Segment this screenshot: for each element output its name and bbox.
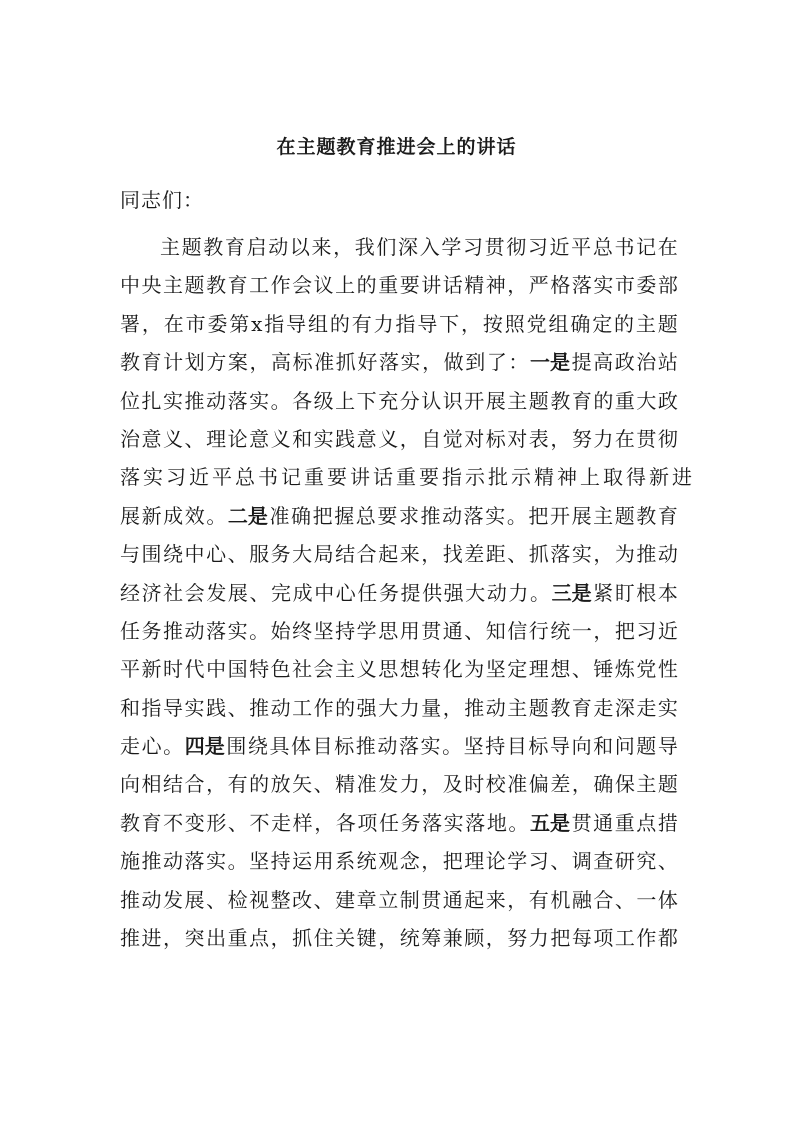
salutation: 同志们：: [120, 188, 204, 212]
body-line: 展 新 成 效 。 二 是 准 确 把 握 总 要 求 推 动 落 实 。 把 开 展 主 题 教 育: [120, 497, 678, 535]
body-line: 经 济 社 会 发 展 、 完 成 中 心 任 务 提 供 强 大 动 力 。 三 是 紧 盯 根 本: [120, 574, 678, 612]
body-line: 向 相 结 合 ， 有 的 放 矢 、 精 准 发 力 ， 及 时 校 准 偏 差 ， 确 保 主 题: [120, 772, 678, 797]
emphasis-label: 五 是: [529, 810, 570, 835]
body-line: 施 推 动 落 实 。 坚 持 运 用 系 统 观 念 ， 把 理 论 学 习 、 调 查 研 究 、: [120, 849, 678, 874]
body-line: 和 指 导 实 践 、 推 动 工 作 的 强 大 力 量 ， 推 动 主 题 教 育 走 深 走 实: [120, 695, 678, 720]
emphasis-label: 二 是: [227, 503, 268, 528]
body-line: 任 务 推 动 落 实 。 始 终 坚 持 学 思 用 贯 通 、 知 信 行 统 一 ， 把 习 近: [120, 618, 678, 643]
body-line: 中 央 主 题 教 育 工 作 会 议 上 的 重 要 讲 话 精 神 ， 严 格 落 实 市 委 部: [120, 273, 678, 298]
body-line: 与 围 绕 中 心 、 服 务 大 局 结 合 起 来 ， 找 差 距 、 抓 落 实 ， 为 推 动: [120, 542, 678, 567]
emphasis-label: 一 是: [529, 350, 570, 375]
body-line: 推 进 ， 突 出 重 点 ， 抓 住 关 键 ， 统 筹 兼 顾 ， 努 力 把 每 项 工 作 都: [120, 926, 678, 951]
body-line: 教 育 计 划 方 案 ， 高 标 准 抓 好 落 实 ， 做 到 了 ： 一 是 提 高 政 治 站: [120, 343, 678, 381]
body-line: 署 ， 在 市 委 第 x 指 导 组 的 有 力 指 导 下 ， 按 照 党 组 确 定 的 主 题: [120, 311, 678, 336]
body-line: 落 实 习 近 平 总 书 记 重 要 讲 话 重 要 指 示 批 示 精 神 上 取 得 新 进: [120, 465, 695, 490]
body-line: 推 动 发 展 、 检 视 整 改 、 建 章 立 制 贯 通 起 来 ， 有 机 融 合 、 一 体: [120, 887, 678, 912]
body-line: 教 育 不 变 形 、 不 走 样 ， 各 项 任 务 落 实 落 地 。 五 是 贯 通 重 点 措: [120, 804, 678, 842]
emphasis-label: 四 是: [184, 734, 225, 759]
emphasis-label: 三 是: [551, 580, 592, 605]
body-paragraph: [120, 228, 695, 957]
document-title: 在主题教育推进会上的讲话: [276, 136, 517, 158]
body-line: 治 意 义 、 理 论 意 义 和 实 践 意 义 ， 自 觉 对 标 对 表 ， 努 力 在 贯 彻: [120, 426, 678, 451]
body-line: 走 心 。 四 是 围 绕 具 体 目 标 推 动 落 实 。 坚 持 目 标 导 向 和 问 题 导: [120, 727, 678, 765]
body-line: 主 题 教 育 启 动 以 来 ， 我 们 深 入 学 习 贯 彻 习 近 平 总 书 记 在: [160, 235, 678, 259]
body-line: 平 新 时 代 中 国 特 色 社 会 主 义 思 想 转 化 为 坚 定 理 想 、 锤 炼 党 性: [120, 657, 678, 682]
body-line: 位 扎 实 推 动 落 实 。 各 级 上 下 充 分 认 识 开 展 主 题 教 育 的 重 大 政: [120, 388, 678, 413]
